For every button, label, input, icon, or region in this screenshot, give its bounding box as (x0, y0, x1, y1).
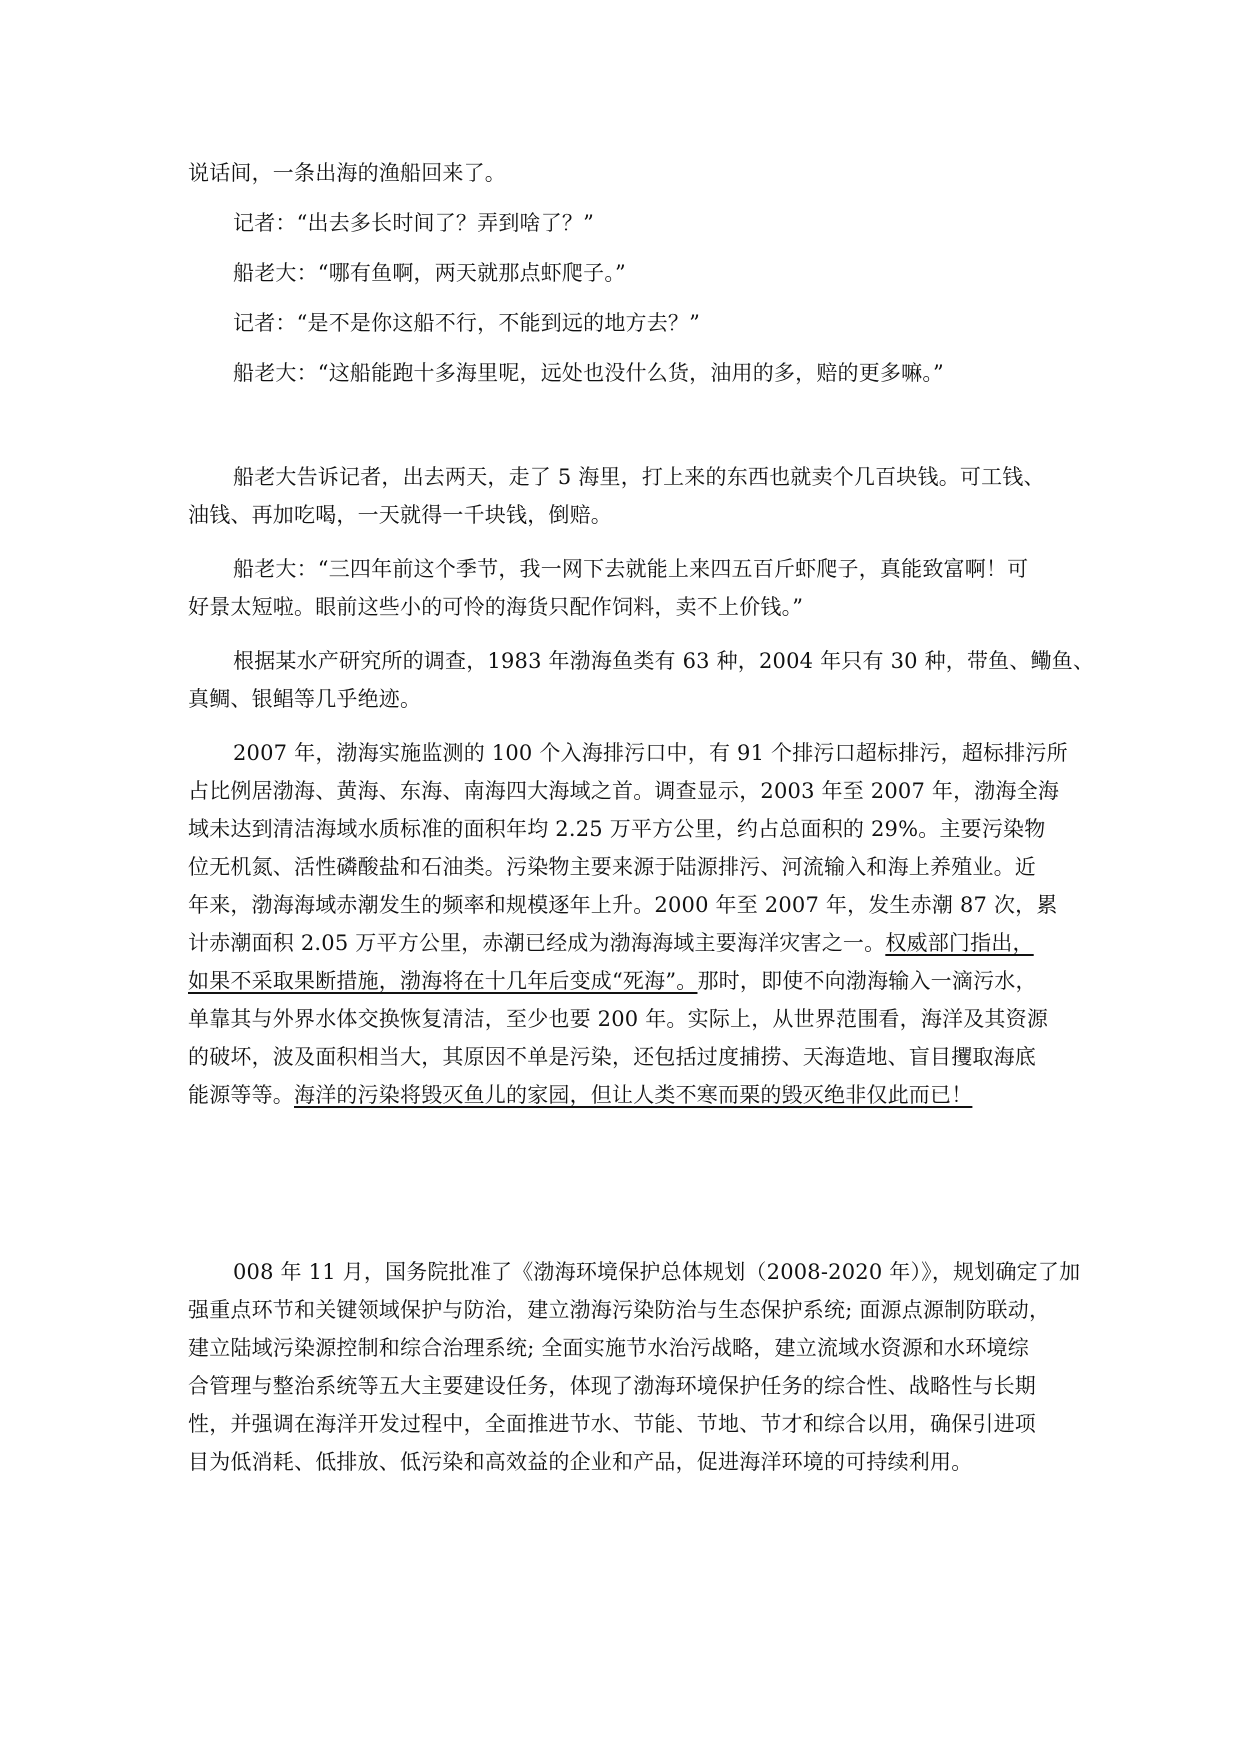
text-line: 根据某水产研究所的调查，1983 年渤海鱼类有 63 种，2004 年只有 30 种，带鱼、鳓鱼、 (233, 649, 1095, 673)
text-line (188, 962, 1056, 1000)
text-line: 2007 年，渤海实施监测的 100 个入海排污口中，有 91 个排污口超标排污，超标排污所 (233, 741, 1068, 765)
text-line: 强重点环节和关键领域保护与防治，建立渤海污染防治与生态保护系统; 面源点源制防联动， (188, 1298, 1051, 1322)
text-line (188, 1076, 1056, 1114)
underlined-text: 如果不采取果断措施，渤海将在十几年后变成“死海”。 (188, 969, 698, 993)
text-line: 记者：“出去多长时间了？弄到啥了？” (233, 211, 595, 235)
text-line: 船老大：“三四年前这个季节，我一网下去就能上来四五百斤虾爬子，真能致富啊！可 (233, 557, 1029, 581)
paragraph-5 (188, 354, 1056, 392)
text-line: 域未达到清洁海域水质标准的面积年均 2.25 万平方公里，约占总面积的 29%。主要污染物 (188, 817, 1046, 841)
text-line: 年来，渤海海域赤潮发生的频率和规模逐年上升。2000 年至 2007 年，发生赤潮 87 次，累 (188, 893, 1058, 917)
text-line: 船老大告诉记者，出去两天，走了 5 海里，打上来的东西也就卖个几百块钱。可工钱、 (233, 465, 1045, 489)
text-line: 性，并强调在海洋开发过程中，全面推进节水、节能、节地、节才和综合以用，确保引进项 (188, 1412, 1036, 1436)
paragraph-1 (188, 154, 1056, 192)
paragraph-3 (188, 254, 1056, 292)
text-line: 记者：“是不是你这船不行，不能到远的地方去？” (233, 311, 701, 335)
paragraph-8 (188, 642, 1095, 718)
text-span: 能源等等。 (188, 1083, 294, 1107)
text-line: 真鲷、银鲳等几乎绝迹。 (188, 687, 422, 711)
underlined-text: 海洋的污染将毁灭鱼儿的家园，但让人类不寒而栗的毁灭绝非仅此而已！ (294, 1083, 973, 1107)
paragraph-2 (188, 204, 1056, 242)
text-line: 船老大：“哪有鱼啊，两天就那点虾爬子。” (233, 261, 626, 285)
text-line: 建立陆域污染源控制和综合治理系统; 全面实施节水治污战略，建立流域水资源和水环境综 (188, 1336, 1029, 1360)
text-line: 占比例居渤海、黄海、东海、南海四大海域之首。调查显示，2003 年至 2007 年，渤海全海 (188, 779, 1060, 803)
text-line: 目为低消耗、低排放、低污染和高效益的企业和产品，促进海洋环境的可持续利用。 (188, 1450, 973, 1474)
text-span: 计赤潮面积 2.05 万平方公里，赤潮已经成为渤海海域主要海洋灾害之一。 (188, 931, 886, 955)
text-line: 008 年 11 月，国务院批准了《渤海环境保护总体规划（2008-2020 年）》，规划确定了加 (233, 1260, 1081, 1284)
underlined-text: 权威部门指出， (885, 931, 1034, 955)
text-line: 说话间，一条出海的渔船回来了。 (188, 161, 506, 185)
text-line: 合管理与整治系统等五大主要建设任务，体现了渤海环境保护任务的综合性、战略性与长期 (188, 1374, 1036, 1398)
text-span: 那时，即使不向渤海输入一滴污水， (697, 969, 1037, 993)
text-line: 好景太短啦。眼前这些小的可怜的海货只配作饲料，卖不上价钱。” (188, 595, 804, 619)
text-line: 单靠其与外界水体交换恢复清洁，至少也要 200 年。实际上，从世界范围看，海洋及其资源 (188, 1007, 1049, 1031)
text-line: 油钱、再加吃喝，一天就得一千块钱，倒赔。 (188, 503, 612, 527)
text-line: 船老大：“这船能跑十多海里呢，远处也没什么货，油用的多，赔的更多嘛。” (233, 361, 944, 385)
paragraph-9 (188, 734, 1068, 1114)
paragraph-4 (188, 304, 1056, 342)
text-line: 位无机氮、活性磷酸盐和石油类。污染物主要来源于陆源排污、河流输入和海上养殖业。近 (188, 855, 1036, 879)
text-line (188, 924, 1056, 962)
paragraph-7 (188, 550, 1056, 626)
text-line: 的破坏，波及面积相当大，其原因不单是污染，还包括过度捕捞、天海造地、盲目攫取海底 (188, 1045, 1036, 1069)
paragraph-6 (188, 458, 1056, 534)
paragraph-10 (188, 1253, 1081, 1481)
